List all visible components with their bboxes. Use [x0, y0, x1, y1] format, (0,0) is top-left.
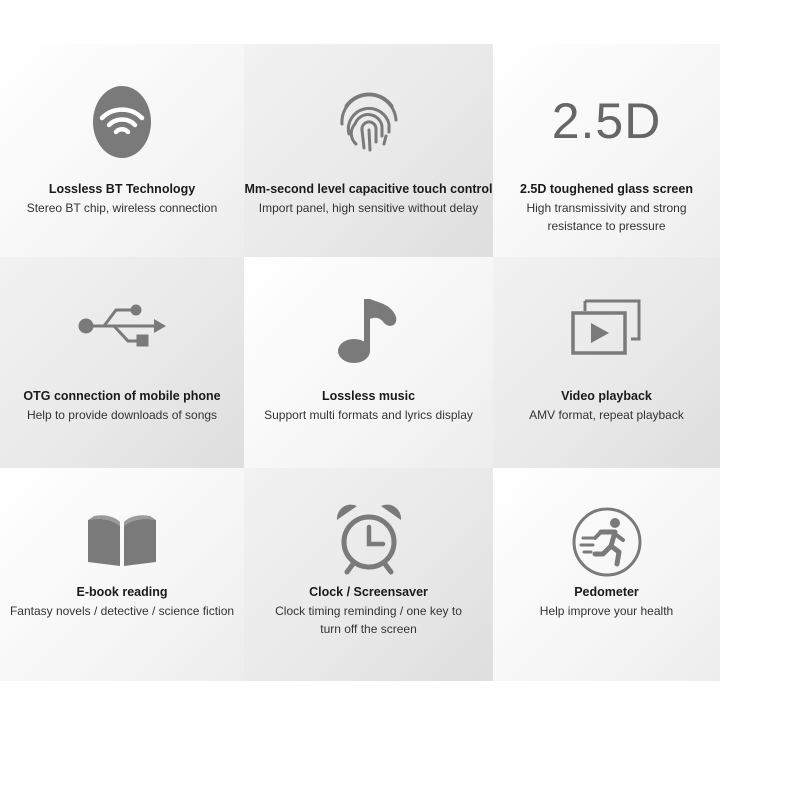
feature-cell-glass — [493, 44, 720, 257]
feature-subtitle: Import panel, high sensitive without delay — [258, 201, 479, 215]
fingerprint-icon — [334, 84, 404, 154]
feature-title: Pedometer — [574, 585, 639, 599]
feature-grid — [0, 44, 720, 681]
feature-title: OTG connection of mobile phone — [23, 389, 221, 403]
feature-cell-bt — [0, 44, 244, 257]
feature-cell-clock — [244, 468, 493, 681]
feature-subtitle: Clock timing reminding / one key to turn off the screen — [275, 604, 462, 636]
feature-title: Lossless BT Technology — [48, 182, 196, 196]
wifi-badge-icon — [90, 84, 154, 160]
feature-cell-otg — [0, 257, 244, 468]
video-playback-icon — [569, 295, 645, 359]
feature-cell-pedometer — [493, 468, 720, 681]
feature-subtitle: High transmissivity and strong resistance to pressure — [526, 201, 687, 233]
feature-title: Video playback — [561, 389, 652, 403]
open-book-icon — [84, 512, 160, 568]
feature-subtitle: Help to provide downloads of songs — [26, 408, 218, 422]
feature-subtitle: Fantasy novels / detective / science fiction — [9, 604, 235, 618]
feature-title: E-book reading — [76, 585, 168, 599]
feature-title: Lossless music — [321, 389, 416, 403]
running-person-icon — [571, 506, 643, 578]
usb-icon — [76, 301, 168, 351]
feature-subtitle: Support multi formats and lyrics display — [264, 408, 473, 422]
alarm-clock-icon — [331, 500, 407, 578]
feature-title: 2.5D toughened glass screen — [520, 182, 693, 196]
feature-cell-touch — [244, 44, 493, 257]
2.5d-icon: 2.5D — [551, 93, 662, 149]
music-note-icon — [334, 293, 404, 365]
feature-cell-music — [244, 257, 493, 468]
feature-cell-ebook — [0, 468, 244, 681]
feature-title: Clock / Screensaver — [309, 585, 428, 599]
feature-subtitle: Stereo BT chip, wireless connection — [26, 201, 218, 215]
feature-subtitle: Help improve your health — [539, 604, 674, 618]
feature-title: Mm-second level capacitive touch control — [244, 182, 493, 196]
feature-cell-video — [493, 257, 720, 468]
feature-subtitle: AMV format, repeat playback — [529, 408, 684, 422]
